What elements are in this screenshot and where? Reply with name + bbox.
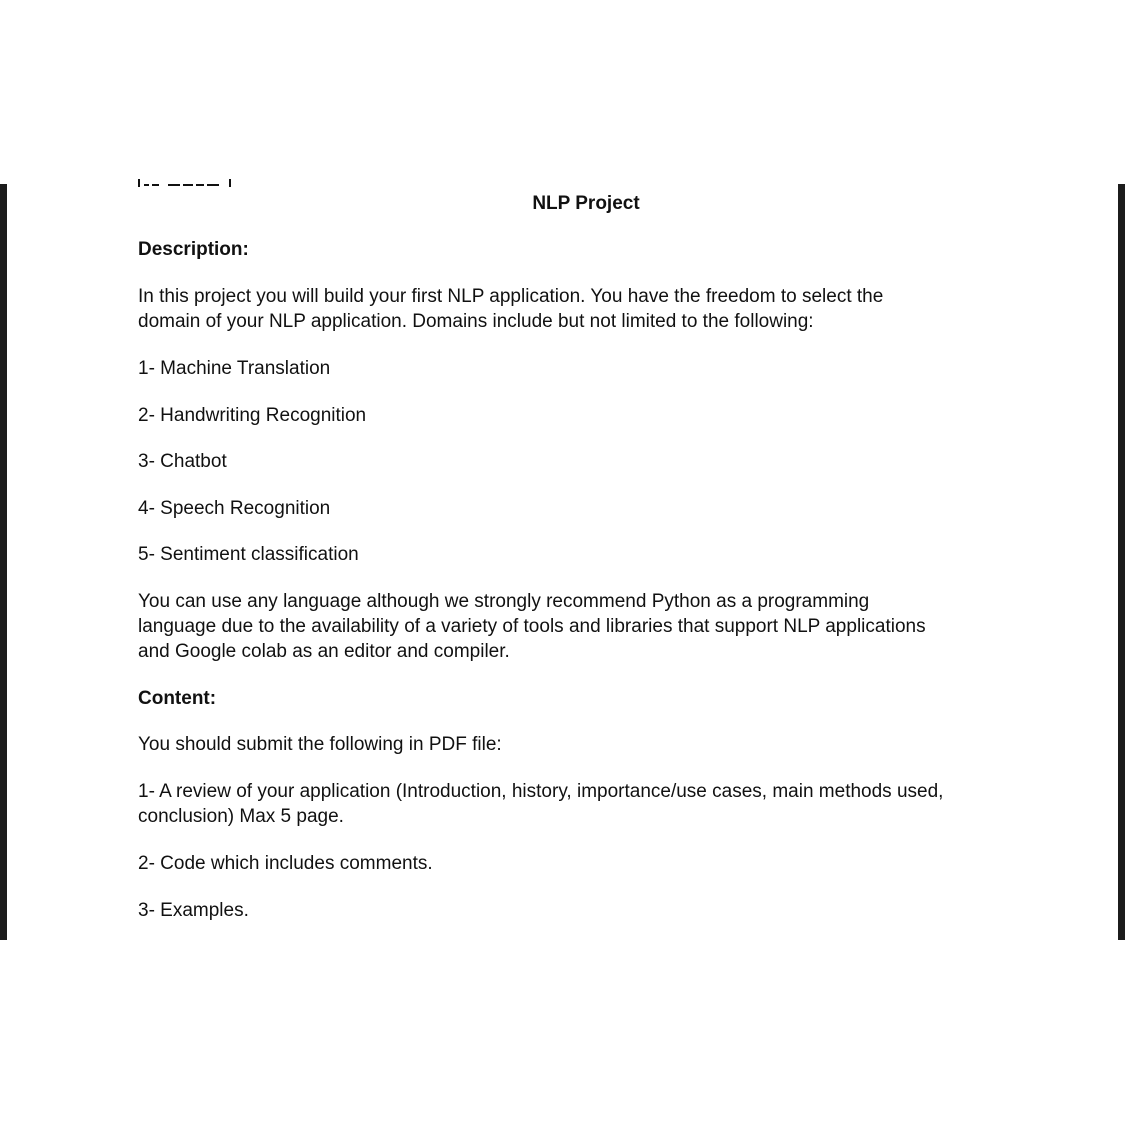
content-heading: Content: [138, 688, 217, 709]
language-line-2: language due to the availability of a variety of tools and libraries that support NLP applications [138, 616, 926, 637]
domain-item-sentiment-classification: 5- Sentiment classification [138, 544, 359, 565]
submit-intro: You should submit the following in PDF file: [138, 734, 502, 755]
cropped-text-line [138, 175, 234, 187]
requirement-1-line-2: conclusion) Max 5 page. [138, 806, 344, 827]
intro-line-1: In this project you will build your first NLP application. You have the freedom to select the [138, 286, 884, 307]
domain-item-handwriting-recognition: 2- Handwriting Recognition [138, 405, 367, 426]
language-line-1: You can use any language although we strongly recommend Python as a programming [138, 591, 870, 612]
requirement-3: 3- Examples. [138, 900, 249, 921]
description-heading: Description: [138, 239, 249, 260]
requirement-1-line-1: 1- A review of your application (Introduction, history, importance/use cases, main methods used, [138, 781, 944, 802]
document-title: NLP Project [532, 193, 640, 214]
requirement-2: 2- Code which includes comments. [138, 853, 433, 874]
intro-line-2: domain of your NLP application. Domains include but not limited to the following: [138, 311, 814, 332]
language-line-3: and Google colab as an editor and compiler. [138, 641, 510, 662]
page-right-border [1118, 184, 1125, 940]
domain-item-chatbot: 3- Chatbot [138, 451, 227, 472]
domain-item-machine-translation: 1- Machine Translation [138, 358, 331, 379]
page-left-border [0, 184, 7, 940]
domain-item-speech-recognition: 4- Speech Recognition [138, 498, 331, 519]
